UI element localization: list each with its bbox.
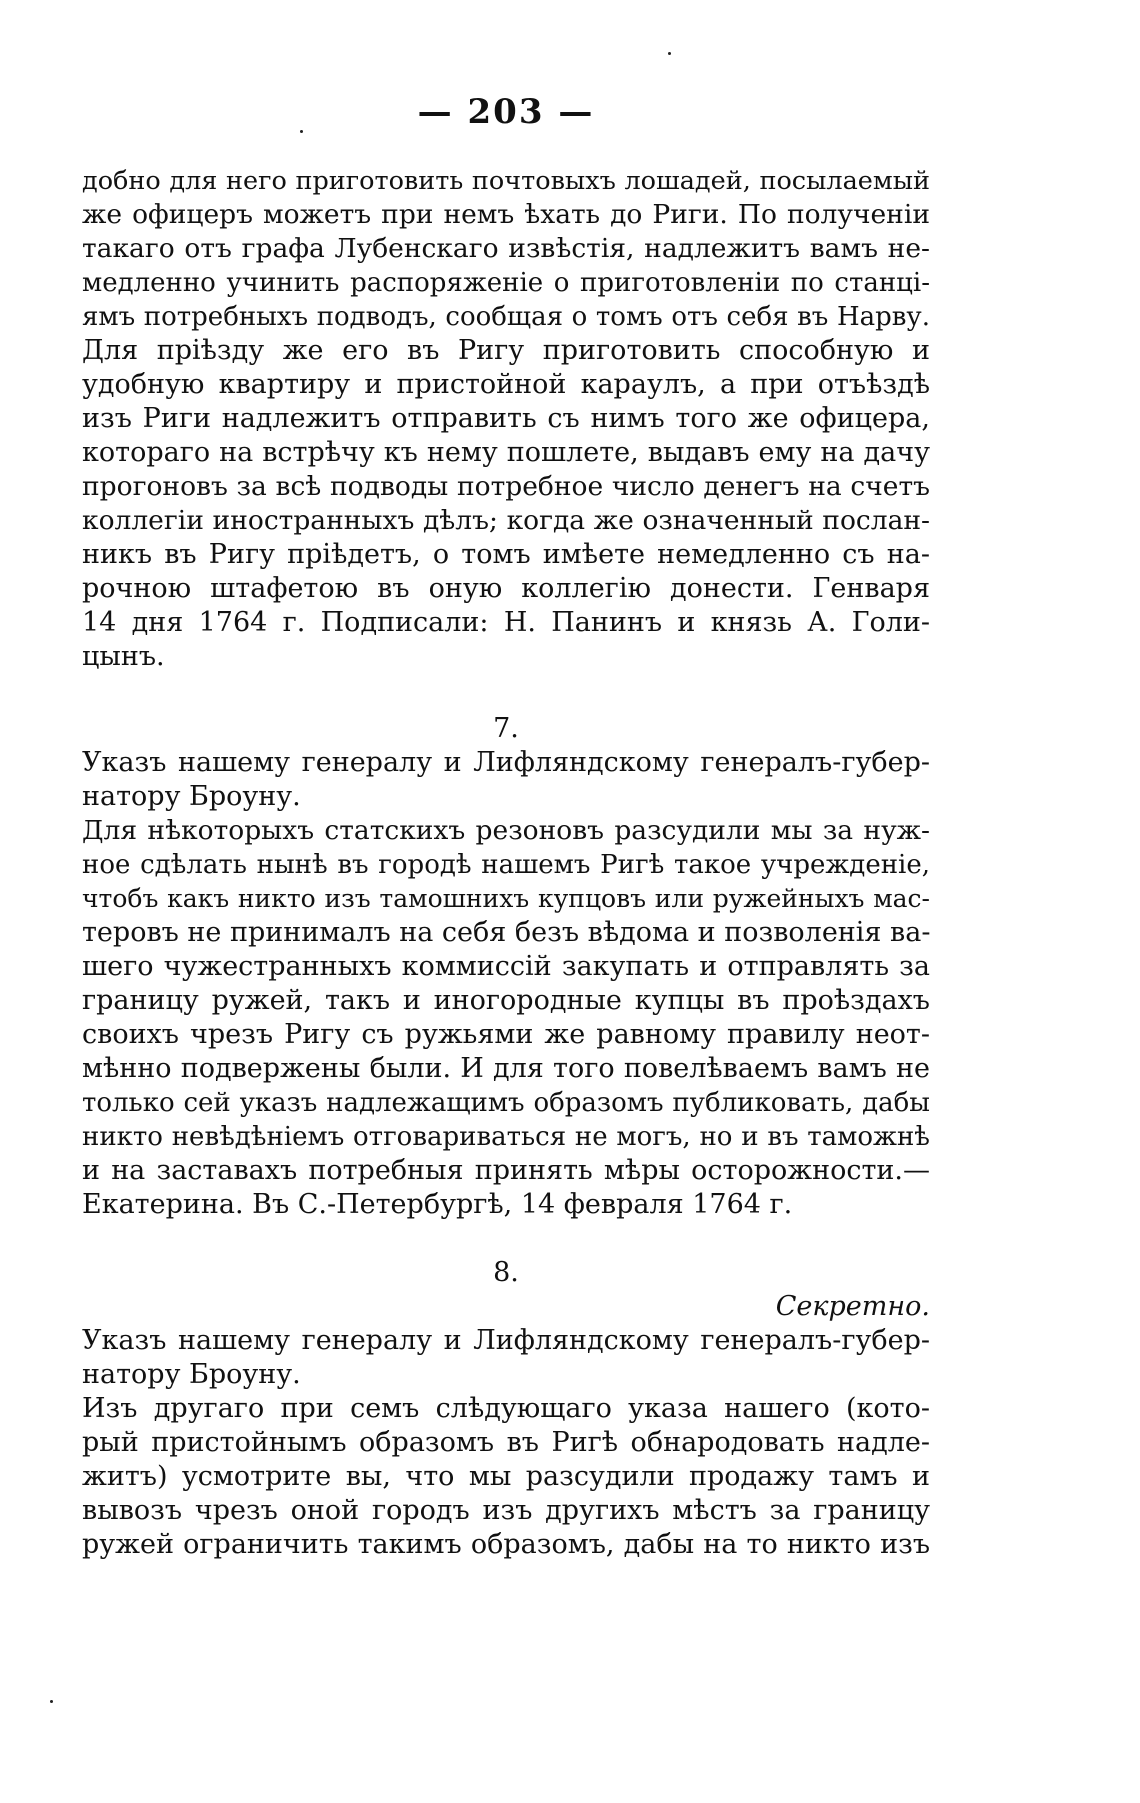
scan-speck	[668, 52, 671, 55]
section-heading-line: Указъ нашему генералу и Лифляндскому генералъ-губер-	[82, 747, 930, 778]
text-line: чтобъ какъ никто изъ тамошнихъ купцовъ или ружейныхъ мас-	[82, 884, 930, 913]
text-line: шего чужестранныхъ коммиссій закупать и отправлять за	[82, 951, 930, 982]
document-page	[82, 0, 930, 1803]
section-8	[82, 1256, 930, 1562]
text-line: удобную квартиру и пристойной караулъ, а при отъѣздѣ	[82, 369, 930, 400]
text-line: коллегіи иностранныхъ дѣлъ; когда же означенный послан-	[82, 505, 930, 536]
text-line: мѣнно подвержены были. И для того повелѣваемъ вамъ не	[82, 1053, 930, 1084]
text-line: только сей указъ надлежащимъ образомъ публиковать, дабы	[82, 1088, 930, 1118]
text-line: рый пристойнымъ образомъ въ Ригѣ обнародовать надле-	[82, 1427, 930, 1458]
text-block-continuation	[82, 164, 930, 674]
text-line: ное сдѣлать нынѣ въ городѣ нашемъ Ригѣ такое учрежденіе,	[82, 850, 930, 880]
text-line: своихъ чрезъ Ригу съ ружьями же равному правилу неот-	[82, 1019, 930, 1050]
text-line: котораго на встрѣчу къ нему пошлете, выдавъ ему на дачу	[82, 437, 930, 468]
text-line: никто невѣдѣніемъ отговариваться не могъ, но и въ таможнѣ	[82, 1122, 930, 1152]
section-heading-line: натору Броуну.	[82, 781, 301, 812]
text-line: ямъ потребныхъ подводъ, сообщая о томъ отъ себя въ Нарву.	[82, 302, 930, 332]
section-heading-line: натору Броуну.	[82, 1359, 301, 1390]
section-heading-line: Указъ нашему генералу и Лифляндскому генералъ-губер-	[82, 1325, 930, 1356]
text-line: теровъ не принималъ на себя безъ вѣдома и позволенія ва-	[82, 917, 930, 948]
text-line: вывозъ чрезъ оной городъ изъ другихъ мѣстъ за границу	[82, 1495, 930, 1526]
scan-speck	[50, 1700, 53, 1703]
secret-label: Секретно.	[775, 1291, 930, 1322]
text-line: добно для него приготовить почтовыхъ лошадей, посылаемый	[82, 166, 930, 196]
text-line: Для пріѣзду же его въ Ригу приготовить способную и	[82, 335, 930, 366]
page-number: — 203 —	[417, 92, 595, 132]
text-line: никъ въ Ригу пріѣдетъ, о томъ имѣете немедленно съ на-	[82, 539, 930, 570]
text-line: же офицеръ можетъ при немъ ѣхать до Риги. По полученіи	[82, 199, 930, 230]
text-line: Екатерина. Въ С.-Петербургѣ, 14 февраля 1764 г.	[82, 1189, 793, 1220]
text-line: изъ Риги надлежитъ отправить съ нимъ того же офицера,	[82, 403, 930, 434]
text-line: 14 дня 1764 г. Подписали: Н. Панинъ и князь А. Голи-	[82, 607, 930, 638]
section-7	[82, 712, 930, 1222]
text-line: Изъ другаго при семъ слѣдующаго указа нашего (кото-	[82, 1393, 930, 1424]
text-line: житъ) усмотрите вы, что мы разсудили продажу тамъ и	[82, 1461, 930, 1492]
text-line: и на заставахъ потребныя принять мѣры осторожности.—	[82, 1155, 930, 1186]
text-line: границу ружей, такъ и иногородные купцы въ проѣздахъ	[82, 985, 930, 1016]
section-number: 7.	[493, 713, 519, 744]
text-line: такаго отъ графа Лубенскаго извѣстія, надлежитъ вамъ не-	[82, 233, 930, 264]
text-line: рочною штафетою въ оную коллегію донести. Генваря	[82, 573, 930, 604]
text-line: медленно учинить распоряженіе о приготовленіи по станці-	[82, 268, 930, 298]
text-line: Для нѣкоторыхъ статскихъ резоновъ разсудили мы за нуж-	[82, 815, 930, 846]
text-line: ружей ограничить такимъ образомъ, дабы на то никто изъ	[82, 1529, 930, 1560]
scan-speck	[300, 130, 303, 133]
section-number: 8.	[493, 1257, 519, 1288]
text-line: цынъ.	[82, 641, 165, 672]
text-line: прогоновъ за всѣ подводы потребное число денегъ на счетъ	[82, 471, 930, 502]
